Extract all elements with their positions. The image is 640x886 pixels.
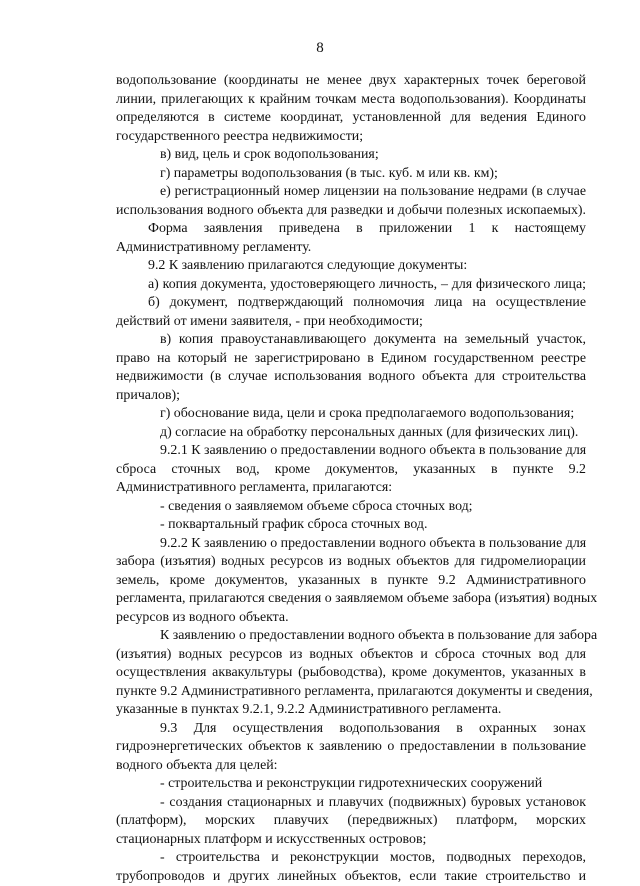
text-line: К заявлению о предоставлении водного объекта в пользование для забора xyxy=(116,627,586,646)
text-line: а) копия документа, удостоверяющего личность, – для физического лица; xyxy=(116,276,586,295)
text-line: (изъятия) водных ресурсов из водных объектов и сброса сточных вод для xyxy=(116,646,586,665)
text-line: 9.2.2 К заявлению о предоставлении водного объекта в пользование для xyxy=(116,535,586,554)
text-line: определяются в системе координат, установленной для ведения Единого xyxy=(116,109,586,128)
text-line: осуществления аквакультуры (рыбоводства), кроме документов, указанных в xyxy=(116,664,586,683)
text-line: пункте 9.2 Административного регламента, прилагаются документы и сведения, xyxy=(116,683,586,702)
page-number: 8 xyxy=(0,39,640,57)
text-line: в) копия правоустанавливающего документа на земельный участок, xyxy=(116,331,586,350)
text-line: 9.2 К заявлению прилагаются следующие документы: xyxy=(116,257,586,276)
text-line: гидроэнергетических объектов к заявлению о предоставлении в пользование xyxy=(116,738,586,757)
text-line: Административного регламента, прилагаются: xyxy=(116,479,586,498)
text-line: водопользование (координаты не менее двух характерных точек береговой xyxy=(116,72,586,91)
text-line: (платформ), морских плавучих (передвижных) платформ, морских xyxy=(116,812,586,831)
text-line: д) согласие на обработку персональных данных (для физических лиц). xyxy=(116,424,586,443)
text-line: причалов); xyxy=(116,387,586,406)
text-line: недвижимости (в случае использования водного объекта для строительства xyxy=(116,368,586,387)
text-line: государственного реестра недвижимости; xyxy=(116,128,586,147)
text-line: регламента, прилагаются сведения о заявляемом объеме забора (изъятия) водных xyxy=(116,590,586,609)
text-line: Форма заявления приведена в приложении 1 к настоящему xyxy=(116,220,586,239)
text-line: г) обоснование вида, цели и срока предполагаемого водопользования; xyxy=(116,405,586,424)
text-line: - поквартальный график сброса сточных вод. xyxy=(116,516,586,535)
text-line: использования водного объекта для разведки и добычи полезных ископаемых). xyxy=(116,202,586,221)
text-line: право на который не зарегистрировано в Едином государственном реестре xyxy=(116,350,586,369)
text-line: - строительства и реконструкции мостов, подводных переходов, xyxy=(116,849,586,868)
text-line: б) документ, подтверждающий полномочия лица на осуществление xyxy=(116,294,586,313)
text-line: линии, прилегающих к крайним точкам места водопользования). Координаты xyxy=(116,91,586,110)
text-line: трубопроводов и других линейных объектов, если такие строительство и xyxy=(116,868,586,886)
text-line: 9.3 Для осуществления водопользования в охранных зонах xyxy=(116,720,586,739)
text-line: сброса сточных вод, кроме документов, указанных в пункте 9.2 xyxy=(116,461,586,480)
text-line: - строительства и реконструкции гидротехнических сооружений xyxy=(116,775,586,794)
text-line: г) параметры водопользования (в тыс. куб. м или кв. км); xyxy=(116,165,586,184)
text-line: ресурсов из водного объекта. xyxy=(116,609,586,628)
text-line: е) регистрационный номер лицензии на пользование недрами (в случае xyxy=(116,183,586,202)
text-line: Административному регламенту. xyxy=(116,239,586,258)
text-line: в) вид, цель и срок водопользования; xyxy=(116,146,586,165)
text-line: водного объекта для целей: xyxy=(116,757,586,776)
text-line: стационарных платформ и искусственных островов; xyxy=(116,831,586,850)
document-body xyxy=(116,72,586,886)
text-line: 9.2.1 К заявлению о предоставлении водного объекта в пользование для xyxy=(116,442,586,461)
text-line: - сведения о заявляемом объеме сброса сточных вод; xyxy=(116,498,586,517)
text-line: земель, кроме документов, указанных в пункте 9.2 Административного xyxy=(116,572,586,591)
text-line: действий от имени заявителя, - при необходимости; xyxy=(116,313,586,332)
text-line: забора (изъятия) водных ресурсов из водных объектов для гидромелиорации xyxy=(116,553,586,572)
text-line: - создания стационарных и плавучих (подвижных) буровых установок xyxy=(116,794,586,813)
text-line: указанные в пунктах 9.2.1, 9.2.2 Административного регламента. xyxy=(116,701,586,720)
